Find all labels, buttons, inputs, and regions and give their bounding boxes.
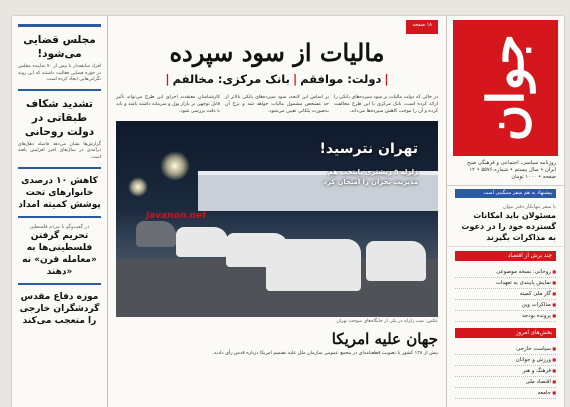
lead-columns bbox=[116, 94, 438, 115]
left-story-headline: کاهش ۱۰ درصدی خانوارهای تحت پوشش کمیته امداد bbox=[18, 175, 101, 210]
left-story-headline: تحریم گرفتن فلسطینی‌ها به «معامله قرن» نه «دهند bbox=[22, 230, 97, 277]
right-list bbox=[447, 265, 564, 324]
right-column bbox=[446, 16, 564, 407]
bottom-text: بیش از ۱۲۸ کشور با تصویب قطعنامه‌ای در مجمع عمومی سازمان ملل علیه تصمیم امریکا درباره قدس رأی دادند. bbox=[212, 351, 438, 356]
subheadline-part: بانک مرکزی: مخالفم bbox=[172, 72, 290, 86]
lead-photo bbox=[116, 121, 438, 317]
street-light bbox=[160, 151, 190, 181]
right-story-kicker: با سفر پنهانکار دفتر نیوان bbox=[503, 204, 556, 210]
left-story-body: گزارش‌ها نشان می‌دهد فاصله دهک‌های درآمدی در سال‌های اخیر افزایش یافته است. bbox=[18, 141, 101, 160]
masthead bbox=[453, 20, 558, 156]
list-item: ■ ورزش و جوانان bbox=[455, 355, 556, 366]
center-column bbox=[110, 16, 444, 407]
left-story-kicker: در گفت‌وگو با مردم فلسطین bbox=[29, 223, 90, 230]
lead-text: کارشناسان معتقدند اجرای این طرح می‌تواند تأثیر قابل توجهی بر بازار پول و سرمایه داشته باشد و باید با دقت بررسی شود. bbox=[116, 95, 220, 114]
left-story-headline: موزه دفاع مقدس گردشگران خارجی را متعجب می‌کند bbox=[19, 291, 100, 326]
issue-meta: روزنامه سیاسی، اجتماعی و فرهنگی صبح ایران • سال بیستم • شماره ۵۵۷۶ • ۱۲ صفحه • ۱۰۰۰ تومان bbox=[447, 156, 564, 186]
main-headline: مالیات از سود سپرده bbox=[169, 38, 385, 67]
list-item: ■ روحانی: نسخه موضوعی bbox=[455, 267, 556, 278]
car bbox=[366, 241, 426, 281]
left-story bbox=[18, 91, 101, 169]
right-list-2 bbox=[447, 342, 564, 401]
left-story bbox=[18, 169, 101, 218]
newspaper-page bbox=[12, 16, 564, 407]
photo-caption: عکس: شب زلزله در یکی از جایگاه‌های سوخت تهران bbox=[336, 319, 438, 324]
list-item: ■ جامعه bbox=[455, 388, 556, 399]
car bbox=[176, 227, 228, 257]
left-story-headline: مجلس قضایی می‌شود! bbox=[23, 34, 96, 60]
list-item: ■ فرهنگ و هنر bbox=[455, 366, 556, 377]
car bbox=[266, 239, 361, 291]
car bbox=[136, 221, 176, 247]
right-story-headline: مسئولان باید امکانات گسترده خود را در دعوت به مذاکرات بگیرند bbox=[461, 211, 556, 242]
lead-text: بر اساس این لایحه، سود سپرده‌های بانکی بالاتر از حد مشخص مشمول مالیات خواهد شد و نرخ آن به‌صورت پلکانی تعیین می‌شود. bbox=[225, 95, 329, 114]
left-column bbox=[12, 16, 108, 407]
bottom-headline: جهان علیه امریکا bbox=[331, 330, 438, 348]
left-story-headline: تشدید شکاف طبقاتی در دولت روحانی bbox=[24, 97, 95, 138]
subheadline-part: دولت: موافقم bbox=[300, 72, 382, 86]
list-item: ■ سیاست خارجی bbox=[455, 344, 556, 355]
left-story bbox=[18, 27, 101, 91]
lead-text: در حالی که دولت مالیات بر سود سپرده‌های بانکی را ارائه کرده است، بانک مرکزی با این طرح مخالفت کرده و آن را موجب کاهش سپرده‌ها می‌داند. bbox=[333, 95, 438, 114]
list-item: ■ گاز ملی کمیته bbox=[455, 289, 556, 300]
list-item: ■ مذاکرات وین bbox=[455, 300, 556, 311]
list-item: ■ پرونده بودجه bbox=[455, 311, 556, 322]
right-section-label: چند برش از اقتصاد bbox=[455, 251, 556, 261]
left-story bbox=[18, 285, 101, 332]
street-light bbox=[128, 177, 148, 197]
right-story bbox=[447, 201, 564, 247]
list-item: ■ اقتصاد ملی bbox=[455, 377, 556, 388]
list-item: ■ نمایش پایبندی به تعهدات bbox=[455, 278, 556, 289]
main-subheadline: |دولت: موافقم|بانک مرکزی: مخالفم| bbox=[165, 72, 389, 86]
right-section-label-2: بخش‌های امروز bbox=[455, 328, 556, 338]
left-story-body: افراد سابقه‌دار با بیش از ۷۰ نماینده مجلس در حوزه قضایی فعالیت داشتند که این روند نگرانی‌هایی ایجاد کرده است. bbox=[18, 64, 101, 83]
left-story bbox=[18, 218, 101, 285]
watermark: javanon.net bbox=[146, 211, 207, 221]
page-count-badge: ۱۸ صفحه bbox=[406, 20, 438, 34]
photo-headline: تهران نترسید! bbox=[319, 141, 418, 157]
photo-subheadline: زلزله ۵ ریشتری پایتخت هم مدیریت بحران را امتحان کرد bbox=[323, 168, 418, 186]
ribbon-headline: پیشنهاد به هم سفر سنگینی است bbox=[455, 189, 556, 198]
top-bar bbox=[116, 20, 438, 34]
masthead-logo: جوان bbox=[475, 34, 535, 142]
